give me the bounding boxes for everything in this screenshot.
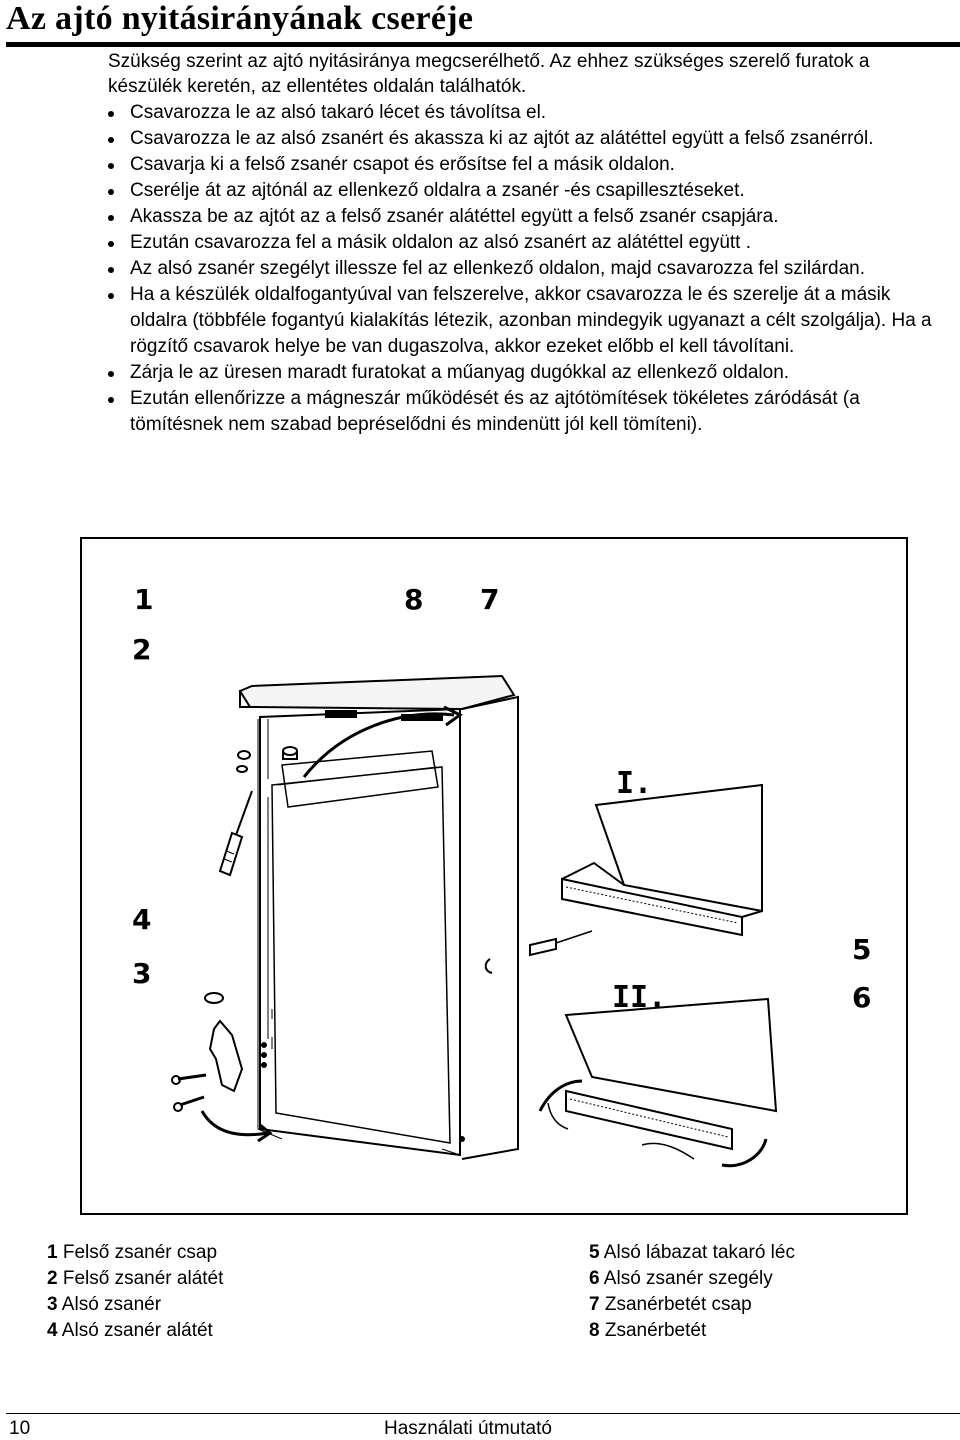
bullet-icon bbox=[108, 189, 114, 195]
bullet-icon bbox=[108, 371, 114, 377]
legend-item: 8 Zsanérbetét bbox=[589, 1320, 707, 1341]
callout-1: 1 bbox=[134, 583, 154, 616]
step-item: Ezután ellenőrizze a mágneszár működését és az ajtótömítések tökéletes záródását (a tömítésnek nem szabad bepréselődni és mindenütt jól kell tömíteni). bbox=[108, 386, 948, 438]
steps-list bbox=[108, 100, 948, 438]
screwdriver-drawing bbox=[220, 791, 252, 875]
screwdriver-drawing bbox=[486, 931, 592, 973]
callout-7: 7 bbox=[480, 583, 500, 616]
step-item: Csavarozza le az alsó takaró lécet és távolítsa el. bbox=[108, 100, 948, 126]
step-item: Akassza be az ajtót az a felső zsanér alátéttel együtt a felső zsanér csapjára. bbox=[108, 204, 948, 230]
legend-item: 5 Alsó lábazat takaró léc bbox=[589, 1242, 795, 1263]
legend-item: 4 Alsó zsanér alátét bbox=[47, 1320, 213, 1341]
bullet-icon bbox=[108, 397, 114, 403]
callout-5: 5 bbox=[852, 933, 872, 966]
intro-paragraph: Szükség szerint az ajtó nyitásiránya megcserélhető. Az ehhez szükséges szerelő furatok a készülék keretén, az ellentétes oldalán találhatók. bbox=[108, 51, 870, 97]
legend-item: 6 Alsó zsanér szegély bbox=[589, 1268, 773, 1289]
step-ii-label: II. bbox=[612, 980, 667, 1015]
step-item: Az alsó zsanér szegélyt illessze fel az ellenkező oldalon, majd csavarozza fel szilárdan. bbox=[108, 256, 948, 282]
step-ii-plinth-drawing bbox=[540, 999, 776, 1166]
callout-3: 3 bbox=[132, 957, 152, 990]
bullet-icon bbox=[108, 241, 114, 247]
bullet-icon bbox=[108, 163, 114, 169]
legend-item: 2 Felső zsanér alátét bbox=[47, 1268, 224, 1289]
title-underline bbox=[6, 42, 960, 47]
step-item: Csavarozza le az alsó zsanért és akassza ki az ajtót az alátéttel együtt a felső zsanérról. bbox=[108, 126, 948, 152]
step-item: Ezután csavarozza fel a másik oldalon az alsó zsanért az alátéttel együtt . bbox=[108, 230, 948, 256]
legend-left bbox=[47, 1240, 223, 1344]
page-number: 10 bbox=[9, 1418, 31, 1439]
callout-2: 2 bbox=[132, 633, 152, 666]
footer-rule bbox=[6, 1413, 960, 1414]
bullet-icon bbox=[108, 137, 114, 143]
step-item: Csavarja ki a felső zsanér csapot és erősítse fel a másik oldalon. bbox=[108, 152, 948, 178]
step-item: Ha a készülék oldalfogantyúval van felszerelve, akkor csavarozza le és szerelje át a másik oldalra (többféle fogantyú kialakítás létezik, azonban mindegyik ugyanazt a célt szolgálja). Ha a rögzítő csavarok helye be van dugaszolva, akkor ezeket előbb el kell távolítani. bbox=[108, 282, 948, 360]
cabinet-drawing bbox=[237, 676, 518, 1159]
door-reversal-illustration bbox=[80, 537, 908, 1215]
legend-item: 3 Alsó zsanér bbox=[47, 1294, 162, 1315]
legend-right bbox=[589, 1240, 795, 1344]
document-name: Használati útmutató bbox=[384, 1418, 552, 1439]
callout-4: 4 bbox=[132, 903, 152, 936]
lower-hinge-drawing bbox=[172, 993, 270, 1141]
page-title: Az ajtó nyitásirányának cseréje bbox=[6, 0, 474, 37]
bullet-icon bbox=[108, 111, 114, 117]
step-i-plinth-drawing bbox=[562, 785, 762, 935]
step-item: Cserélje át az ajtónál az ellenkező oldalra a zsanér -és csapillesztéseket. bbox=[108, 178, 948, 204]
step-i-label: I. bbox=[616, 766, 653, 801]
legend-item: 1 Felső zsanér csap bbox=[47, 1242, 218, 1263]
bullet-icon bbox=[108, 267, 114, 273]
callout-8: 8 bbox=[404, 583, 424, 616]
bullet-icon bbox=[108, 293, 114, 299]
step-item: Zárja le az üresen maradt furatokat a műanyag dugókkal az ellenkező oldalon. bbox=[108, 360, 948, 386]
legend-item: 7 Zsanérbetét csap bbox=[589, 1294, 752, 1315]
callout-6: 6 bbox=[852, 981, 872, 1014]
bullet-icon bbox=[108, 215, 114, 221]
